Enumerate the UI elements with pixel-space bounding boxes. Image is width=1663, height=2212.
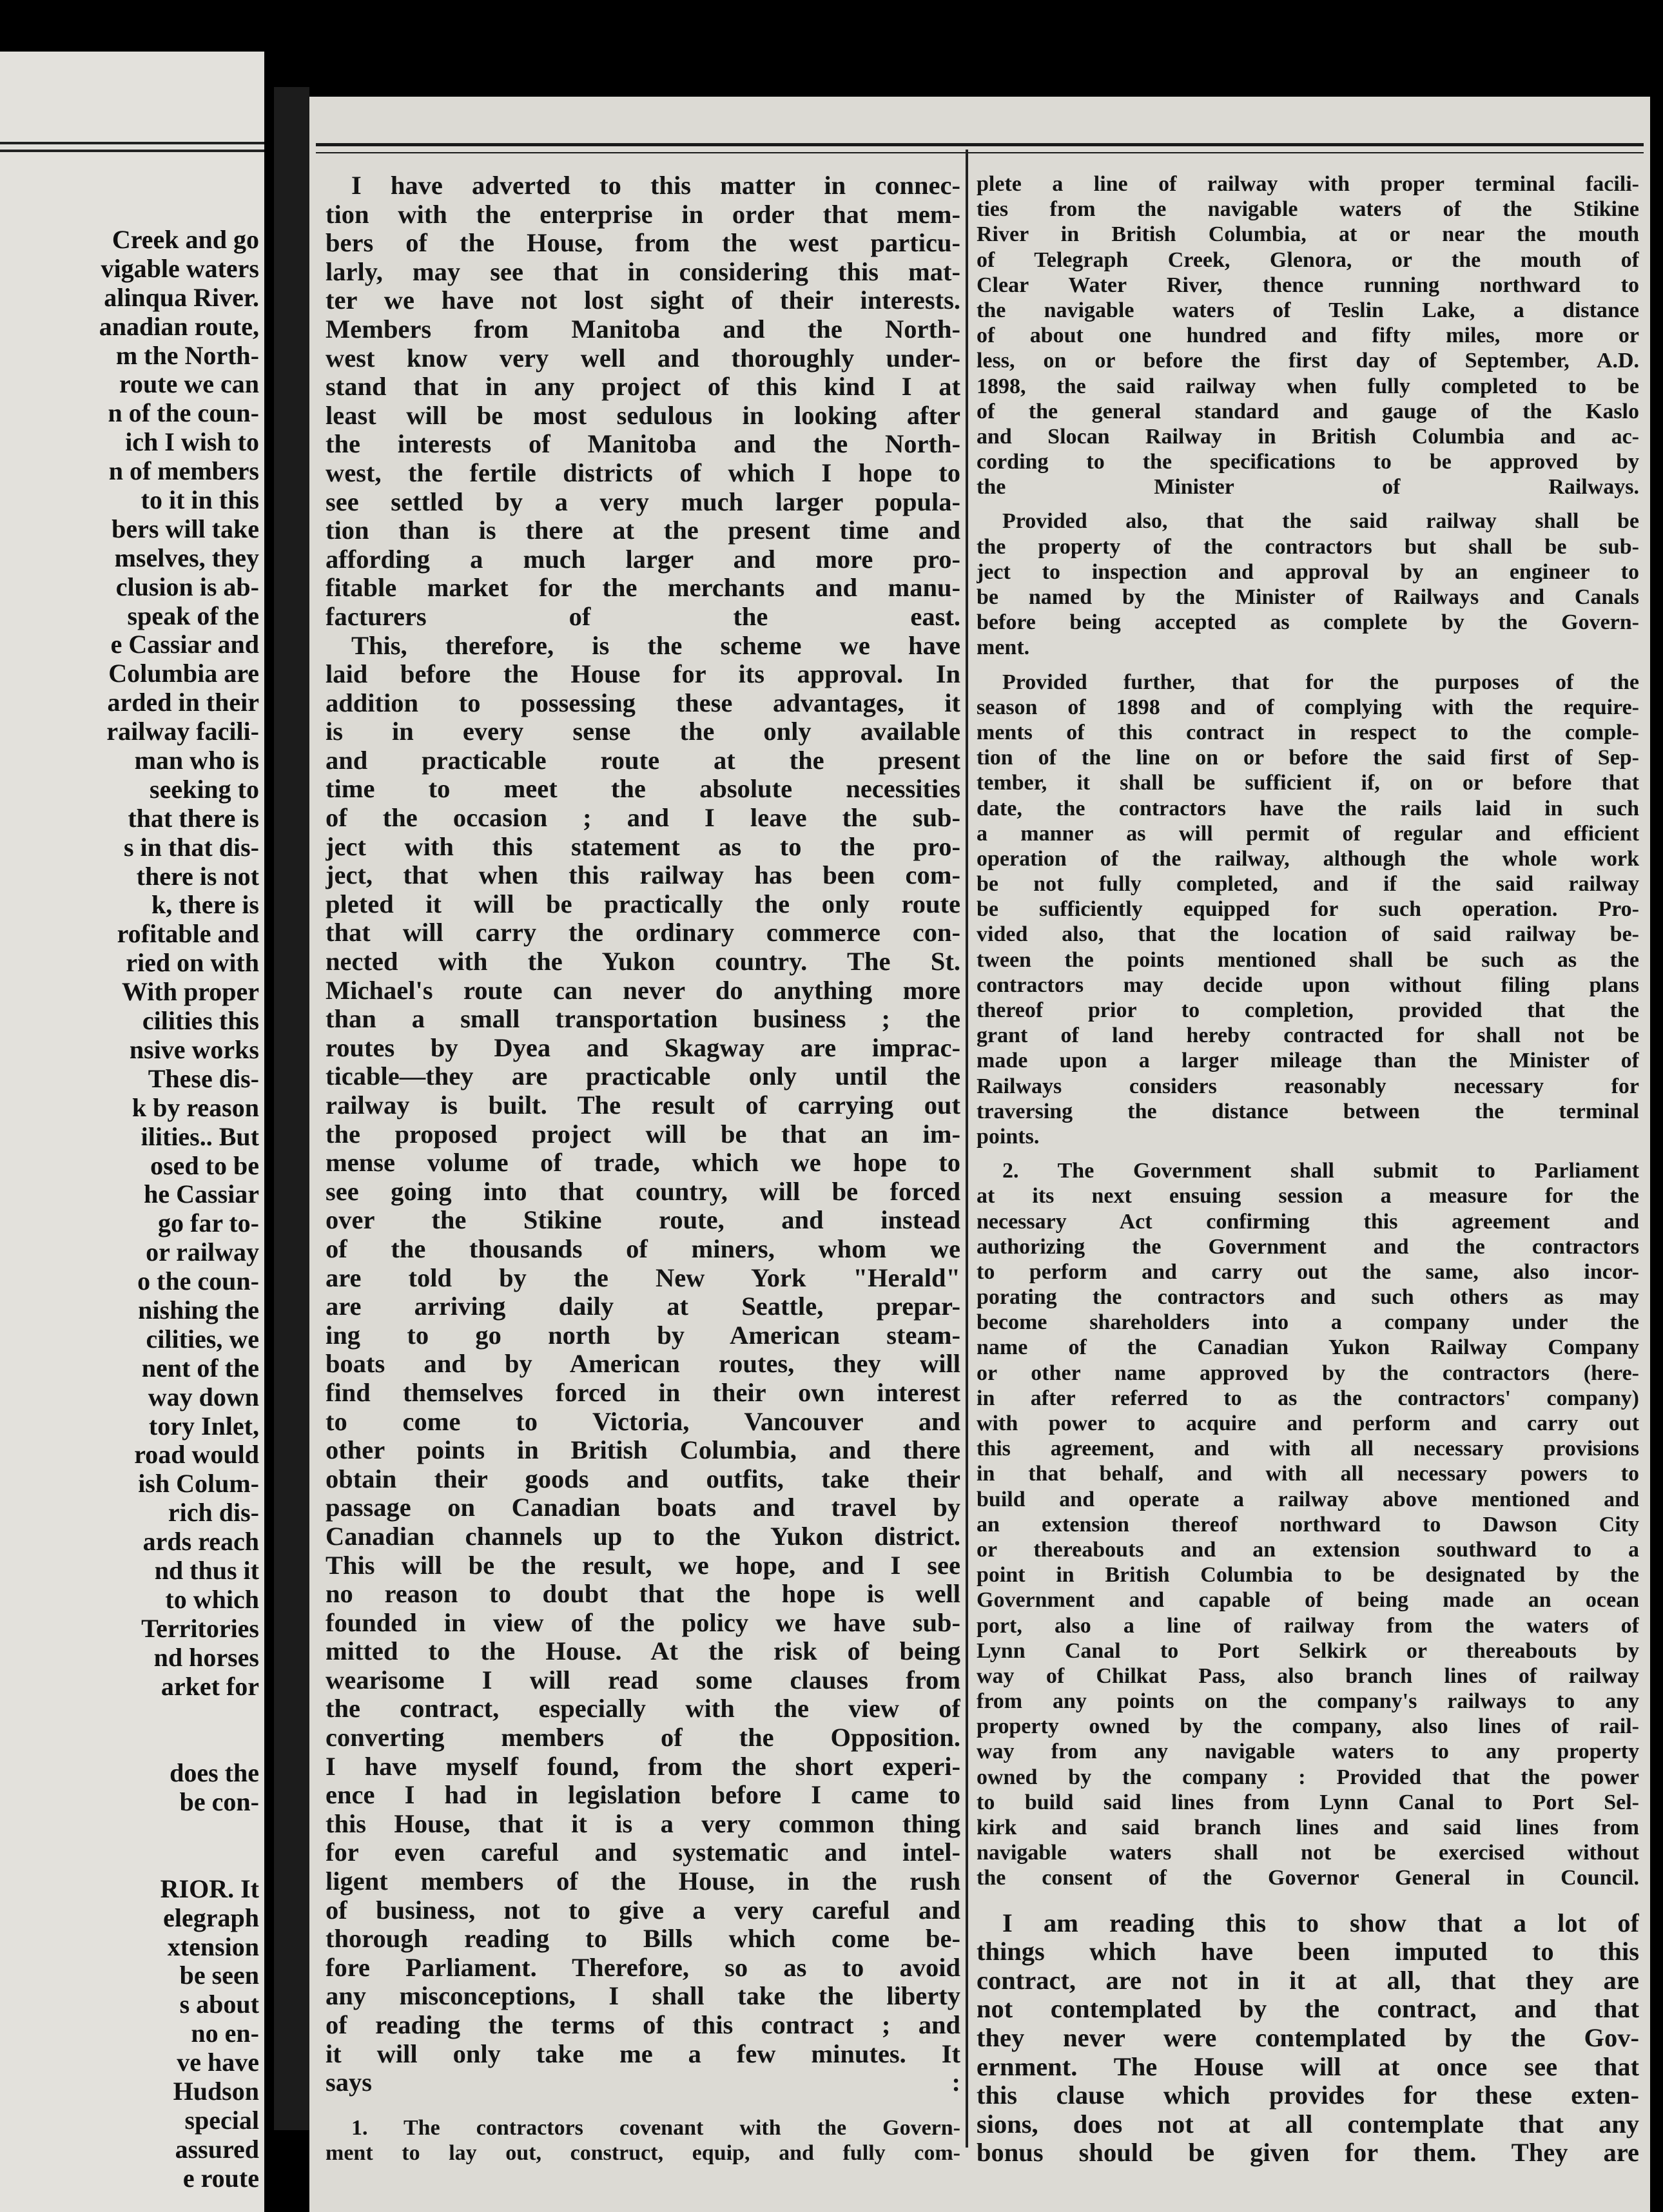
text-line: Provided also, that the said railway shall be [1002, 509, 1639, 534]
text-line: tween the points mentioned shall be such as the [977, 947, 1639, 972]
previous-page-line: way down [148, 1382, 259, 1412]
text-line: mense volume of trade, which we hope to [326, 1149, 960, 1178]
text-line: vided also, that the location of said railway be- [977, 922, 1639, 947]
text-line: bers of the House, from the west particu- [326, 229, 960, 258]
text-line: less, on or before the first day of September, A.D. [977, 349, 1639, 373]
text-line: Canadian channels up to the Yukon district. [326, 1522, 960, 1551]
text-line: or other name approved by the contractors (here- [977, 1361, 1639, 1385]
quoted-clause [977, 670, 1639, 1150]
text-line: ence I had in legislation before I came to [326, 1781, 960, 1810]
previous-page-line: xtension [167, 1932, 259, 1961]
text-line: owned by the company : Provided that the power [977, 1765, 1639, 1789]
text-line: the consent of the Governor General in Council. [977, 1866, 1639, 1890]
text-line: kirk and said branch lines and said lines from [977, 1816, 1639, 1839]
text-line: is in every sense the only available [326, 717, 960, 746]
previous-page-line: nent of the [141, 1353, 259, 1382]
text-line: I have adverted to this matter in connec- [351, 171, 960, 200]
text-line: of the thousands of miners, whom we [326, 1234, 960, 1263]
previous-page-line: ried on with [126, 948, 259, 978]
text-line: founded in view of the policy we have sub- [326, 1608, 960, 1637]
text-line: ligent members of the House, in the rush [326, 1867, 960, 1896]
text-line: in after referred to as the contractors' company) [977, 1386, 1639, 1410]
previous-page-line: ards reach [142, 1527, 259, 1557]
text-line: made upon a larger mileage than the Minister of [977, 1049, 1639, 1073]
text-line: plete a line of railway with proper terminal facili- [977, 172, 1639, 196]
previous-page-line: rofitable and [117, 919, 259, 949]
previous-page-line: n of members [108, 456, 259, 486]
previous-page-line: go far to- [158, 1208, 259, 1238]
text-line: than a small transportation business ; the [326, 1005, 960, 1034]
text-line: contract, are not in it at all, that they are [977, 1966, 1639, 1995]
text-line: addition to possessing these advantages, it [326, 688, 960, 717]
text-line: are arriving daily at Seattle, prepar- [326, 1292, 960, 1321]
text-line: says : [326, 2068, 960, 2097]
text-line: point in British Columbia to be designated by the [977, 1563, 1639, 1587]
text-line: this clause which provides for these exten- [977, 2081, 1639, 2110]
previous-page-line: route we can [119, 369, 259, 399]
previous-page-line: no en- [191, 2019, 259, 2048]
text-line: ticable—they are practicable only until the [326, 1062, 960, 1091]
text-line: over the Stikine route, and instead [326, 1206, 960, 1235]
previous-page-line [0, 1730, 259, 1759]
text-line: way from any navigable waters to any property [977, 1740, 1639, 1764]
spacer [977, 500, 1639, 509]
text-line: port, also a line of railway from the waters of [977, 1613, 1639, 1638]
text-line: become shareholders into a company under the [977, 1310, 1639, 1335]
previous-page-line: mselves, they [114, 543, 259, 572]
previous-page-line: seeking to [150, 774, 259, 804]
previous-page-line: RIOR. It [160, 1874, 259, 1903]
previous-page-line: nsive works [129, 1034, 259, 1064]
previous-page-line: These dis- [148, 1063, 259, 1093]
text-line: other points in British Columbia, and there [326, 1436, 960, 1465]
text-line: the proposed project will be that an im- [326, 1120, 960, 1149]
previous-page-line: s about [179, 1990, 259, 2019]
text-line: necessary Act confirming this agreement and [977, 1209, 1639, 1234]
quoted-clause [977, 171, 1639, 500]
text-line: name of the Canadian Yukon Railway Company [977, 1335, 1639, 1360]
text-line: laid before the House for its approval. In [326, 660, 960, 689]
text-line: build and operate a railway above mentioned and [977, 1487, 1639, 1511]
text-line: time to meet the absolute necessities [326, 775, 960, 804]
previous-page-line: vigable waters [101, 253, 259, 283]
text-line: points. [977, 1124, 1040, 1149]
text-line: 1898, the said railway when fully completed to be [977, 374, 1639, 398]
text-line: fitable market for the merchants and manu- [326, 574, 960, 603]
text-line: before being accepted as complete by the Govern- [977, 610, 1639, 635]
text-line: to build said lines from Lynn Canal to Port Sel- [977, 1790, 1639, 1814]
previous-page-line: assured [175, 2134, 259, 2164]
previous-page-line: man who is [134, 746, 259, 775]
text-line: a manner as will permit of regular and efficient [977, 821, 1639, 846]
text-line: of reading the terms of this contract ; and [326, 2011, 960, 2039]
paragraph [326, 632, 960, 2097]
text-line: ment. [977, 635, 1030, 660]
text-line: that will carry the ordinary commerce con- [326, 918, 960, 947]
text-line: see going into that country, will be forced [326, 1177, 960, 1206]
previous-page-line: ich I wish to [125, 427, 259, 457]
header-rule [316, 152, 1644, 153]
text-line: from any points on the company's railways to any [977, 1689, 1639, 1714]
text-line: larly, may see that in considering this mat- [326, 257, 960, 286]
text-line: Clear Water River, thence running northward to [977, 273, 1639, 297]
paragraph [326, 2115, 960, 2166]
text-line: be sufficiently equipped for such operation. Pro- [977, 897, 1639, 922]
previous-page-rule [0, 150, 264, 152]
column-rule [966, 150, 968, 2148]
text-line: of Telegraph Creek, Glenora, or the mouth of [977, 247, 1639, 272]
previous-page-line [0, 1846, 259, 1875]
previous-page-line: nishing the [138, 1295, 259, 1324]
previous-page-line: cilities, we [146, 1324, 259, 1353]
text-line: ject to inspection and approval by an engineer to [977, 559, 1639, 584]
text-line: to perform and carry out the same, also incor- [977, 1259, 1639, 1284]
previous-page-line: speak of the [127, 601, 259, 630]
text-line: ing to go north by American steam- [326, 1321, 960, 1350]
previous-page-line: nd thus it [154, 1555, 259, 1585]
spacer [326, 2097, 960, 2115]
previous-page-line: elegraph [163, 1903, 259, 1932]
text-line: tion than is there at the present time and [326, 516, 960, 545]
text-line: nected with the Yukon country. The St. [326, 947, 960, 976]
text-line: stand that in any project of this kind I at [326, 373, 960, 402]
previous-page-line: does the [170, 1758, 259, 1788]
previous-page-line [0, 1701, 259, 1730]
previous-page-line: k by reason [131, 1092, 259, 1122]
previous-page-line: clusion is ab- [115, 572, 259, 601]
text-line: ject, that when this railway has been com- [326, 861, 960, 890]
right-column [977, 171, 1639, 2168]
text-line: pleted it will be practically the only route [326, 889, 960, 918]
text-line: property owned by the company, also lines of rail- [977, 1714, 1639, 1739]
text-line: the navigable waters of Teslin Lake, a distance [977, 298, 1639, 322]
text-line: for even careful and systematic and intel- [326, 1838, 960, 1867]
text-line: tember, it shall be sufficient if, on or before that [977, 771, 1639, 795]
previous-page-line: there is not [136, 861, 259, 891]
spacer [977, 661, 1639, 670]
text-line: in that behalf, and with all necessary powers to [977, 1462, 1639, 1486]
text-line: tion of the line on or before the said first of Sep- [977, 746, 1639, 770]
text-line: west, the fertile districts of which I hope to [326, 458, 960, 487]
text-line: at its next ensuing session a measure for the [977, 1184, 1639, 1208]
text-line: mitted to the House. At the risk of being [326, 1637, 960, 1666]
text-line: routes by Dyea and Skagway are imprac- [326, 1033, 960, 1062]
text-line: ment to lay out, construct, equip, and fully com- [326, 2140, 960, 2165]
text-line: affording a much larger and more pro- [326, 545, 960, 574]
previous-page-line: be con- [179, 1787, 259, 1817]
text-line: see settled by a very much larger popula- [326, 487, 960, 516]
previous-page-line: Hudson [173, 2077, 259, 2106]
previous-page-line: to which [165, 1584, 259, 1614]
previous-page-line: arket for [160, 1671, 259, 1701]
previous-page-line: k, there is [151, 890, 259, 920]
previous-page-line: Creek and go [112, 225, 259, 254]
previous-page-line: Territories [141, 1613, 259, 1643]
text-line: boats and by American routes, they will [326, 1350, 960, 1379]
text-line: porating the contractors and such others as may [977, 1285, 1639, 1310]
spacer [977, 1149, 1639, 1158]
previous-page-line: or railway [146, 1237, 259, 1267]
middle-column [326, 171, 960, 2166]
text-line: no reason to doubt that the hope is well [326, 1580, 960, 1609]
text-line: and practicable route at the present [326, 746, 960, 775]
text-line: and Slocan Railway in British Columbia and ac- [977, 424, 1639, 449]
text-line: be named by the Minister of Railways and Canals [977, 585, 1639, 609]
quoted-clause [977, 509, 1639, 660]
text-line: the contract, especially with the view of [326, 1694, 960, 1723]
text-line: cording to the specifications to be approved by [977, 450, 1639, 474]
previous-page-line: e route [182, 2163, 259, 2193]
previous-page-line: rich dis- [168, 1498, 259, 1528]
text-line: passage on Canadian boats and travel by [326, 1493, 960, 1522]
text-line: things which have been imputed to this [977, 1937, 1639, 1966]
text-line: this agreement, and with all necessary provisions [977, 1437, 1639, 1461]
text-line: navigable waters shall not be exercised without [977, 1841, 1639, 1865]
text-line: thereof prior to completion, provided that the [977, 998, 1639, 1022]
text-line: with power to acquire and perform and carry out [977, 1412, 1639, 1435]
text-line: of the general standard and gauge of the Kaslo [977, 399, 1639, 423]
text-line: of the occasion ; and I leave the sub- [326, 804, 960, 833]
text-line: traversing the distance between the terminal [977, 1099, 1639, 1123]
text-line: the Minister of Railways. [977, 475, 1639, 500]
text-line: west know very well and thoroughly under- [326, 344, 960, 373]
text-line: wearisome I will read some clauses from [326, 1665, 960, 1694]
header-rule [316, 143, 1644, 146]
previous-page-line: osed to be [150, 1150, 259, 1180]
text-line: least will be most sedulous in looking after [326, 401, 960, 430]
text-line: sions, does not at all contemplate that any [977, 2110, 1639, 2139]
text-line: not contemplated by the contract, and that [977, 1995, 1639, 2024]
text-line: I am reading this to show that a lot of [1002, 1908, 1639, 1937]
text-line: converting members of the Opposition. [326, 1723, 960, 1752]
text-line: way of Chilkat Pass, also branch lines of railway [977, 1664, 1639, 1688]
text-line: tion with the enterprise in order that mem- [326, 200, 960, 229]
text-line: bonus should be given for them. They are [977, 2139, 1639, 2168]
previous-page-line: to it in this [141, 485, 259, 515]
previous-page-line: cilities this [142, 1006, 259, 1036]
text-line: any misconceptions, I shall take the liberty [326, 1982, 960, 2011]
paragraph [977, 1909, 1639, 2168]
paragraph [326, 171, 960, 632]
previous-page-line: bers will take [112, 514, 259, 543]
previous-page-line: arded in their [107, 688, 259, 717]
text-line: facturers of the east. [326, 602, 960, 631]
text-line: ject with this statement as to the pro- [326, 832, 960, 861]
previous-page-line: ve have [177, 2048, 259, 2077]
text-line: This, therefore, is the scheme we have [351, 631, 960, 660]
previous-page-rule [0, 142, 264, 144]
text-line: contractors may decide upon without filing plans [977, 973, 1639, 997]
text-line: date, the contractors have the rails laid in such [977, 796, 1639, 820]
text-line: ter we have not lost sight of their interests. [326, 286, 960, 315]
text-line: an extension thereof northward to Dawson City [977, 1512, 1639, 1537]
text-line: Lynn Canal to Port Selkirk or thereabouts by [977, 1638, 1639, 1663]
text-line: authorizing the Government and the contractors [977, 1234, 1639, 1259]
previous-page-line: railway facili- [106, 717, 259, 746]
previous-page-line: that there is [128, 803, 259, 833]
text-line: ernment. The House will at once see that [977, 2052, 1639, 2081]
previous-page-strip [0, 52, 264, 2212]
text-line: grant of land hereby contracted for shall not be [977, 1024, 1639, 1048]
text-line: obtain their goods and outfits, take their [326, 1464, 960, 1493]
previous-page-line: alinqua River. [104, 282, 259, 312]
text-line: River in British Columbia, at or near the mouth [977, 222, 1639, 247]
previous-page-column [0, 226, 259, 2193]
quoted-clause [977, 1158, 1639, 1890]
text-line: Members from Manitoba and the North- [326, 315, 960, 344]
text-line: find themselves forced in their own interest [326, 1378, 960, 1407]
text-line: ments of this contract in respect to the comple- [977, 720, 1639, 744]
text-line: season of 1898 and of complying with the require- [977, 695, 1639, 719]
text-line: are told by the New York "Herald" [326, 1263, 960, 1292]
text-line: fore Parliament. Therefore, so as to avoid [326, 1953, 960, 1982]
text-line: 2. The Government shall submit to Parliament [1002, 1159, 1639, 1183]
binding-gutter [274, 87, 309, 2130]
text-line: ties from the navigable waters of the Stikine [977, 197, 1639, 222]
previous-page-line: road would [134, 1440, 259, 1470]
previous-page-line: ilities.. But [141, 1121, 259, 1151]
text-line: the interests of Manitoba and the North- [326, 430, 960, 459]
text-line: Government and capable of being made an ocean [977, 1588, 1639, 1613]
text-line: Michael's route can never do anything more [326, 976, 960, 1005]
text-line: 1. The contractors covenant with the Govern- [351, 2115, 960, 2140]
previous-page-line: o the coun- [137, 1266, 259, 1296]
previous-page-line: e Cassiar and [110, 630, 259, 659]
previous-page-line: anadian route, [99, 311, 259, 341]
text-line: railway is built. The result of carrying out [326, 1091, 960, 1120]
text-line: of about one hundred and fifty miles, more or [977, 324, 1639, 348]
previous-page-line: s in that dis- [123, 832, 259, 862]
text-line: thorough reading to Bills which come be- [326, 1925, 960, 1954]
text-line: it will only take me a few minutes. It [326, 2039, 960, 2068]
text-line: this House, that it is a very common thing [326, 1809, 960, 1838]
spacer [977, 1891, 1639, 1909]
previous-page-line: tory Inlet, [148, 1411, 259, 1441]
previous-page-line: he Cassiar [144, 1179, 259, 1209]
previous-page-line: With proper [122, 977, 259, 1007]
text-line: I have myself found, from the short experi- [326, 1752, 960, 1781]
text-line: they never were contemplated by the Gov- [977, 2023, 1639, 2052]
text-line: Provided further, that for the purposes of the [1002, 670, 1639, 694]
text-line: operation of the railway, although the whole work [977, 846, 1639, 871]
previous-page-line: ish Colum- [138, 1469, 259, 1499]
text-line: be not fully completed, and if the said railway [977, 872, 1639, 897]
previous-page-line: Columbia are [108, 659, 259, 688]
previous-page-line: nd horses [153, 1642, 259, 1672]
previous-page-line [0, 1817, 259, 1846]
previous-page-line: be seen [179, 1961, 259, 1990]
previous-page-line: n of the coun- [108, 398, 259, 428]
text-line: of business, not to give a very careful and [326, 1896, 960, 1925]
text-line: the property of the contractors but shall be sub- [977, 534, 1639, 559]
previous-page-line: m the North- [115, 340, 259, 370]
text-line: to come to Victoria, Vancouver and [326, 1407, 960, 1436]
text-line: Railways considers reasonably necessary for [977, 1074, 1639, 1098]
text-line: or thereabouts and an extension southward to a [977, 1537, 1639, 1562]
previous-page-line: special [184, 2105, 259, 2135]
text-line: This will be the result, we hope, and I see [326, 1551, 960, 1580]
